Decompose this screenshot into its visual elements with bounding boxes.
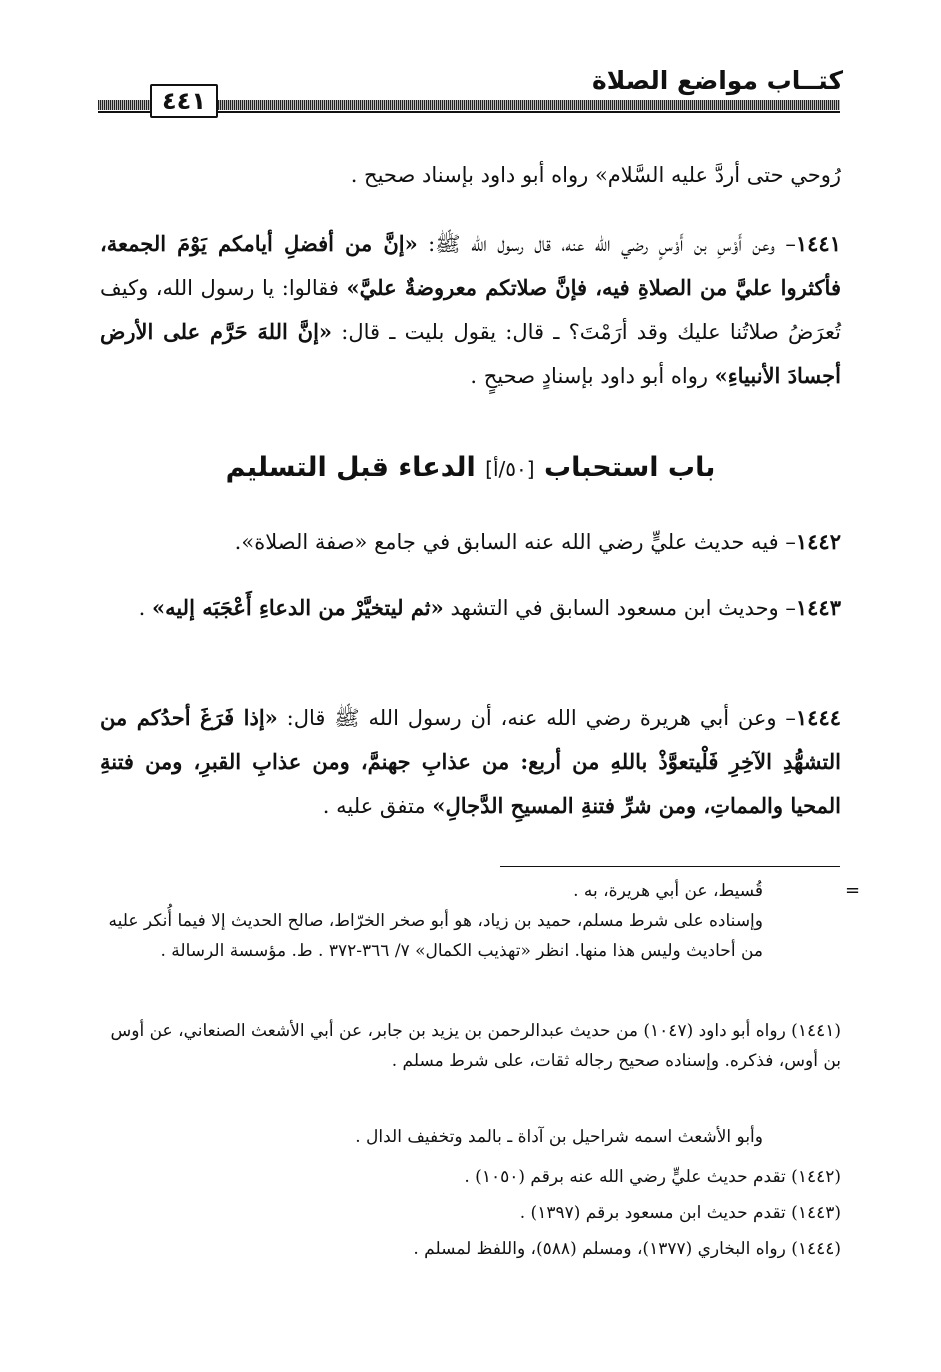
hadith-intro: – وحديث ابن مسعود السابق في التشهد (443, 596, 796, 620)
hadith-1444 (100, 696, 841, 828)
manuscript-page-ref: [٥٠/أ] (485, 457, 535, 481)
footnote-continuation: قُسيط، عن أبي هريرة، به . (573, 881, 763, 901)
continuation-mark: = (845, 880, 861, 901)
hadith-number: ١٤٤٣ (795, 595, 841, 620)
hadith-1443 (100, 586, 841, 630)
hadith-intro: – وعن أبي هريرة رضي الله عنه، أن رسول الله ﷺ قال: (277, 706, 796, 730)
chapter-heading-part: الدعاء قبل التسليم (225, 452, 476, 483)
hadith-intro: – وعن أَوْسِ بن أَوْسٍ رضي الله عنه، قال رسول الله ﷺ: (417, 232, 796, 256)
footnote-1441-note: وأبو الأشعث اسمه شراحيل بن آداة ـ بالمد وتخفيف الدال . (355, 1127, 763, 1147)
hadith-1442 (100, 520, 841, 564)
hadith-quote: «إنَّ اللهَ حَرَّم على الأرض أجسادَ الأنبياءِ» (100, 319, 841, 388)
footnote-1441: (١٤٤١) رواه أبو داود (١٠٤٧) من حديث عبدالرحمن بن يزيد بن جابر، عن أبي الأشعث الصنعاني، عن أوس بن أوس، فذكره. وإسناده صحيح رجاله ثقات، على شرط مسلم . (110, 1021, 841, 1071)
hadith-text: – فيه حديث عليٍّ رضي الله عنه السابق في جامع «صفة الصلاة». (234, 530, 796, 554)
footnote-continuation: وإسناده على شرط مسلم، حميد بن زياد، هو أبو صخر الخرّاط، صالح الحديث إلا فيما أُنكر عليه من أحاديث وليس هذا منها. انظر «تهذيب الكمال» ٧/ ٣٦٦-٣٧٢ . ط. مؤسسة الرسالة . (108, 911, 763, 961)
hadith-1441 (100, 222, 841, 398)
chapter-heading-part: باب استحباب (543, 452, 716, 483)
page-number: ٤٤١ (150, 84, 218, 118)
hadith-number: ١٤٤٤ (795, 705, 842, 730)
hadith-source: رواه أبو داود بإسنادٍ صحيحٍ . (470, 364, 715, 388)
hadith-number: ١٤٤١ (795, 231, 841, 256)
hadith-source: متفق عليه . (322, 794, 433, 818)
hadith-source: . (138, 596, 152, 620)
footnote-1442: (١٤٤٢) تقدم حديث عليٍّ رضي الله عنه برقم (١٠٥٠) . (464, 1167, 841, 1187)
paragraph-continuation: رُوحي حتى أردَّ عليه السَّلام» رواه أبو داود بإسناد صحيح . (350, 163, 841, 187)
hadith-number: ١٤٤٢ (795, 529, 841, 554)
running-header-title: كتــاب مواضع الصلاة (591, 66, 843, 95)
hadith-quote: «إذا فَرَغَ أحدُكم من التشهُّدِ الآخِرِ فَلْيتعوَّذْ باللهِ من أربع: من عذابِ جهنمَّ، ومن عذابِ القبرِ، ومن فتنةِ المحيا والمماتِ، ومن شرِّ فتنةِ المسيحِ الدَّجالِ» (100, 705, 841, 818)
hadith-quote: «إنَّ من أفضلِ أيامكم يَوْمَ الجمعة، فأكثروا عليَّ من الصلاةِ فيه، فإنَّ صلاتكم معروضةٌ عليَّ» (100, 231, 841, 300)
footnote-separator (500, 866, 840, 867)
chapter-heading (100, 448, 841, 489)
hadith-text: فقالوا: يا رسول الله، وكيف تُعرَضُ صلاتُنا عليك وقد أرَمْتَ؟ ـ قال: يقول بليت ـ قال: (100, 276, 841, 344)
hadith-quote: «ثم ليتخيَّرْ من الدعاءِ أَعْجَبَه إليه» (151, 595, 444, 620)
footnote-1444: (١٤٤٤) رواه البخاري (١٣٧٧)، ومسلم (٥٨٨)، واللفظ لمسلم . (413, 1239, 841, 1259)
footnote-1443: (١٤٤٣) تقدم حديث ابن مسعود برقم (١٣٩٧) . (519, 1203, 841, 1223)
